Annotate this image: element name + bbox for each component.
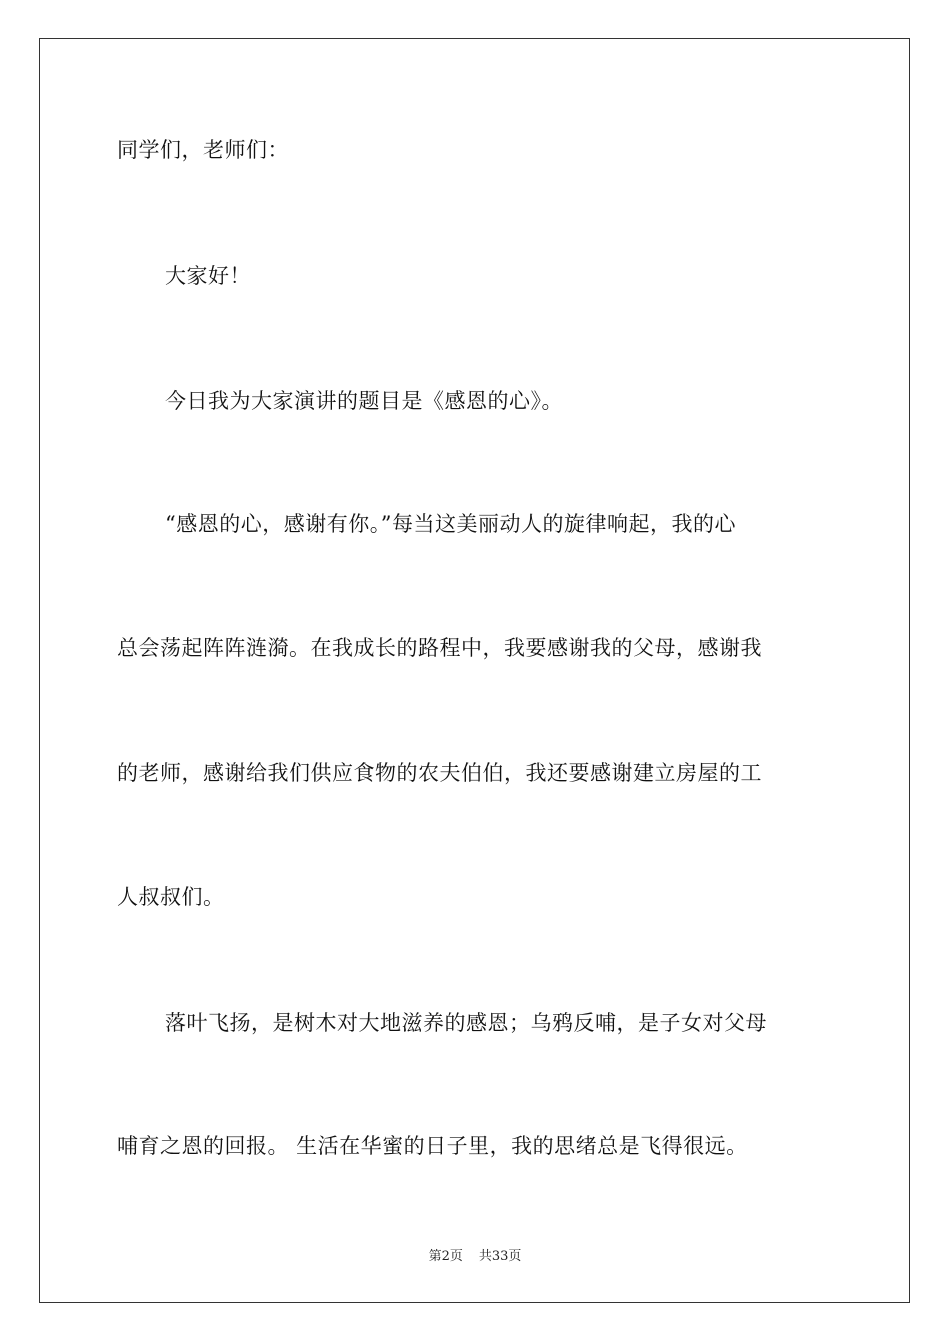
page-footer [0, 1248, 950, 1266]
paragraph-line: 人叔叔们。 [117, 885, 225, 909]
salutation-line: 同学们，老师们： [117, 138, 289, 162]
page-border [39, 38, 910, 1303]
paragraph-line: 的老师，感谢给我们供应食物的农夫伯伯，我还要感谢建立房屋的工 [117, 761, 762, 785]
paragraph-line: “感恩的心，感谢有你。”每当这美丽动人的旋律响起，我的心 [165, 512, 736, 536]
greeting-line: 大家好！ [165, 264, 251, 288]
paragraph-line: 哺育之恩的回报。 生活在华蜜的日子里，我的思绪总是飞得很远。 [117, 1134, 748, 1158]
paragraph-line: 总会荡起阵阵涟漪。在我成长的路程中，我要感谢我的父母，感谢我 [117, 636, 762, 660]
topic-line: 今日我为大家演讲的题目是《感恩的心》。 [165, 389, 563, 413]
page-number: 第2页 [428, 1249, 463, 1264]
paragraph-line: 落叶飞扬，是树木对大地滋养的感恩；乌鸦反哺，是子女对父母 [165, 1011, 767, 1035]
page-total: 共33页 [478, 1249, 522, 1264]
